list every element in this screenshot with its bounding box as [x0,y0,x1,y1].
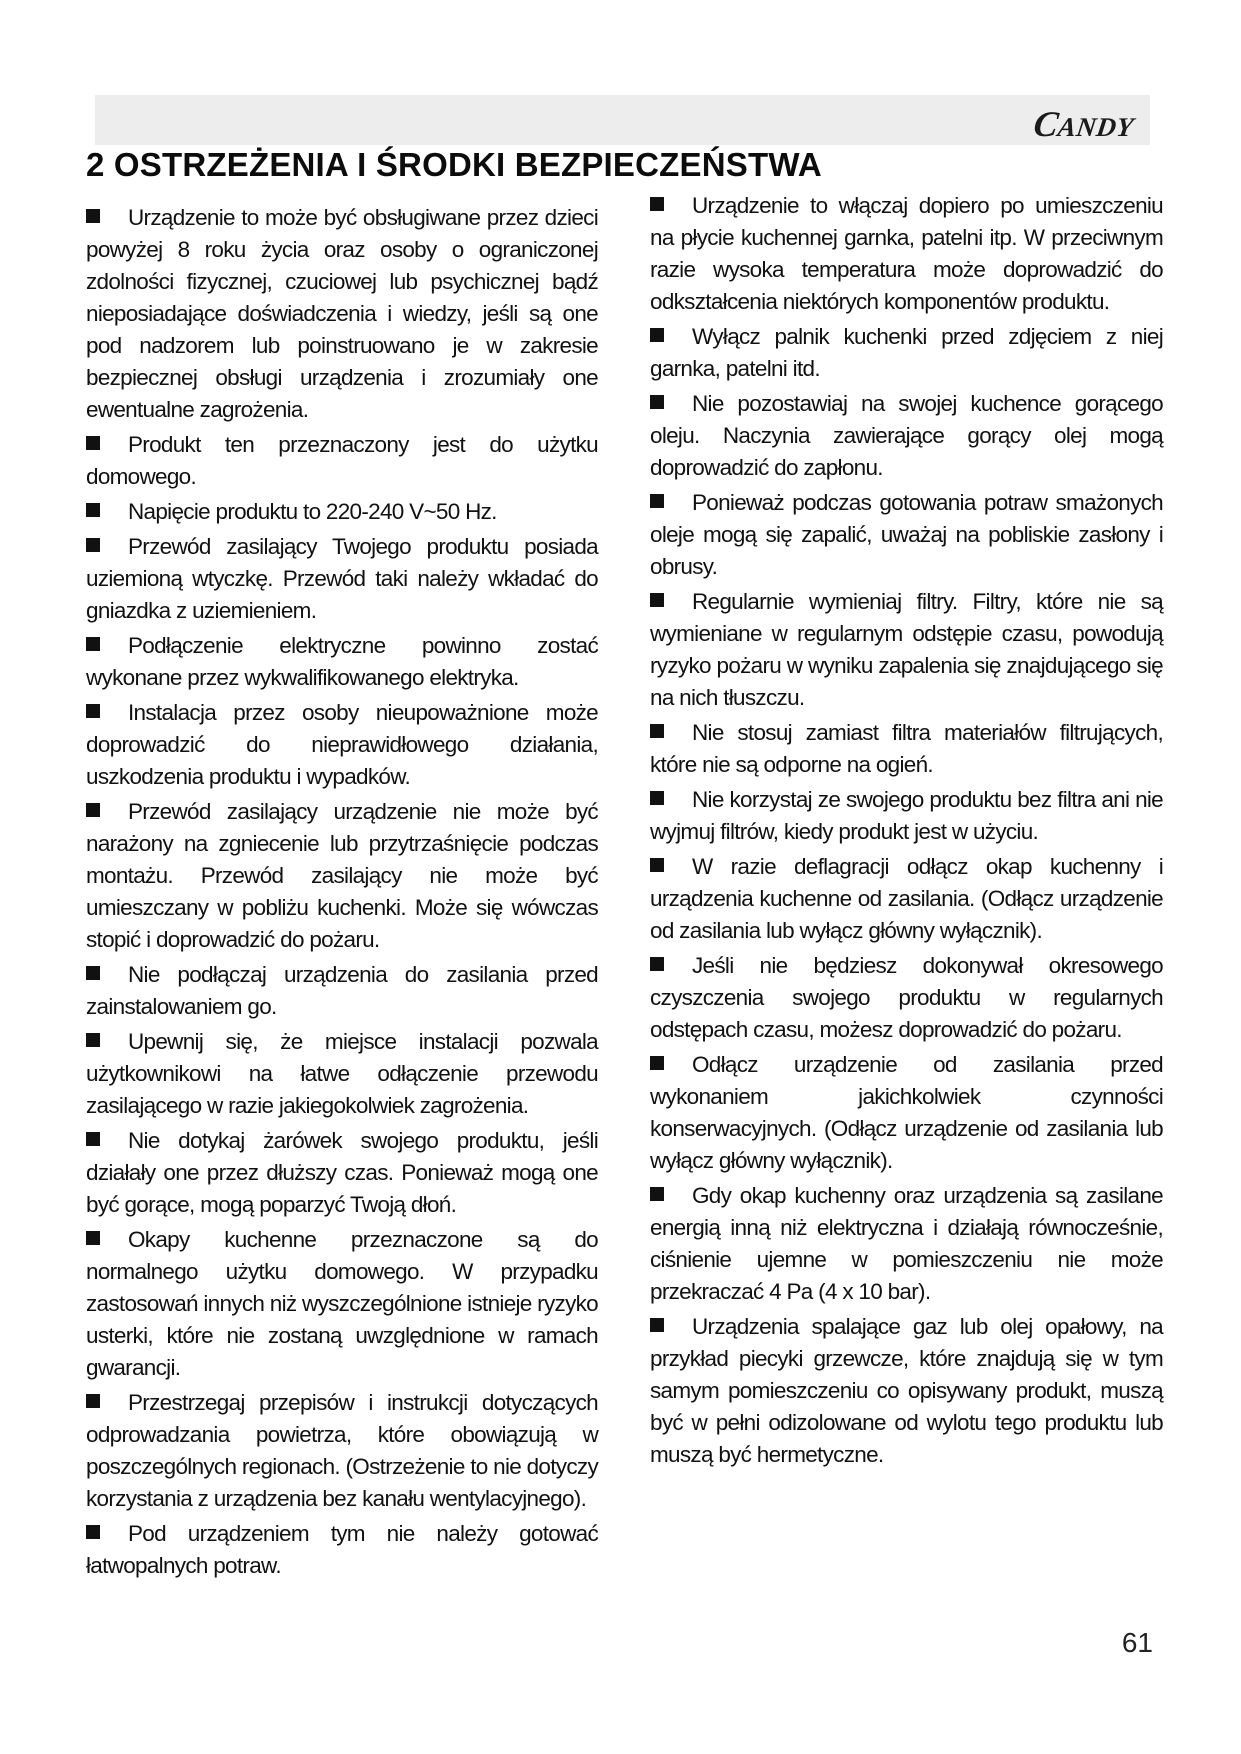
bullet-square-icon [86,1394,100,1408]
warning-item [650,388,1163,484]
bullet-square-icon [86,538,100,552]
warning-text: Odłącz urządzenie od zasilania przed wykonaniem jakichkolwiek czynności konserwacyjnych. (Odłącz urządzenie od zasilania lub wyłącz główny wyłącznik). [650,1052,1163,1173]
candy-logo [1031,103,1137,145]
warning-item [650,784,1163,848]
warning-text: Urządzenia spalające gaz lub olej opałowy, na przykład piecyki grzewcze, które znajdują się w tym samym pomieszczeniu co opisywany produkt, muszą być w pełni odizolowane od wylotu tego produktu lub muszą być hermetyczne. [650,1314,1163,1467]
warning-text: Okapy kuchenne przeznaczone są do normalnego użytku domowego. W przypadku zastosowań innych niż wyszczególnione istnieje ryzyko usterki, które nie zostaną uwzględnione w ramach gwarancji. [86,1227,598,1380]
bullet-square-icon [650,593,664,607]
warning-item [650,487,1163,583]
bullet-square-icon [86,1033,100,1047]
warning-item [86,531,598,627]
page-number: 61 [1121,1627,1153,1658]
warning-text: Nie stosuj zamiast filtra materiałów filtrujących, które nie są odporne na ogień. [650,720,1163,777]
bullet-square-icon [650,328,664,342]
bullet-square-icon [86,1231,100,1245]
warning-text: Regularnie wymieniaj filtry. Filtry, które nie są wymieniane w regularnym odstępie czasu, powodują ryzyko pożaru w wyniku zapalenia się znajdującego się na nich tłuszczu. [650,589,1163,710]
warning-text: Gdy okap kuchenny oraz urządzenia są zasilane energią inną niż elektryczna i działają równocześnie, ciśnienie ujemne w pomieszczeniu nie może przekraczać 4 Pa (4 x 10 bar). [650,1183,1163,1304]
warning-text: Przewód zasilający Twojego produktu posiada uziemioną wtyczkę. Przewód taki należy wkładać do gniazdka z uziemieniem. [86,534,598,623]
warning-text: Urządzenie to włączaj dopiero po umieszczeniu na płycie kuchennej garnka, patelni itp. W przeciwnym razie wysoka temperatura może doprowadzić do odkształcenia niektórych komponentów produktu. [650,193,1163,314]
warning-item [650,321,1163,385]
bullet-square-icon [650,858,664,872]
warning-text: Wyłącz palnik kuchenki przed zdjęciem z niej garnka, patelni itd. [650,324,1163,381]
warning-item [650,586,1163,714]
left-column [86,202,598,1585]
bullet-square-icon [86,1525,100,1539]
warning-item [86,959,598,1023]
bullet-square-icon [650,197,664,211]
warning-text: Produkt ten przeznaczony jest do użytku domowego. [86,432,598,489]
warning-item [650,1180,1163,1308]
warning-text: Przestrzegaj przepisów i instrukcji dotyczących odprowadzania powietrza, które obowiązują w poszczególnych regionach. (Ostrzeżenie to nie dotyczy korzystania z urządzenia bez kanału wentylacyjnego). [86,1390,598,1511]
warning-item [86,630,598,694]
warning-text: Podłączenie elektryczne powinno zostać wykonane przez wykwalifikowanego elektryka. [86,633,598,690]
warning-item [86,1026,598,1122]
bullet-square-icon [650,1056,664,1070]
warning-text: W razie deflagracji odłącz okap kuchenny i urządzenia kuchenne od zasilania. (Odłącz urządzenie od zasilania lub wyłącz główny wyłącznik). [650,854,1163,943]
bullet-square-icon [86,637,100,651]
warning-item [86,1387,598,1515]
bullet-square-icon [86,503,100,517]
bullet-square-icon [650,957,664,971]
warning-item [86,496,598,528]
warning-item [86,429,598,493]
bullet-square-icon [86,966,100,980]
warning-text: Napięcie produktu to 220-240 V~50 Hz. [128,499,497,524]
warning-text: Instalacja przez osoby nieupoważnione może doprowadzić do nieprawidłowego działania, uszkodzenia produktu i wypadków. [86,700,598,789]
bullet-square-icon [86,1132,100,1146]
bullet-square-icon [86,436,100,450]
warning-item [650,190,1163,318]
warning-text: Nie podłączaj urządzenia do zasilania przed zainstalowaniem go. [86,962,598,1019]
warning-text: Przewód zasilający urządzenie nie może być narażony na zgniecenie lub przytrzaśnięcie podczas montażu. Przewód zasilający nie może być umieszczany w pobliżu kuchenki. Może się wówczas stopić i doprowadzić do pożaru. [86,799,598,952]
warning-text: Jeśli nie będziesz dokonywał okresowego czyszczenia swojego produktu w regularnych odstępach czasu, możesz doprowadzić do pożaru. [650,953,1163,1042]
bullet-square-icon [650,791,664,805]
warning-text: Nie korzystaj ze swojego produktu bez filtra ani nie wyjmuj filtrów, kiedy produkt jest w użyciu. [650,787,1163,844]
bullet-square-icon [650,494,664,508]
warning-item [86,796,598,956]
warning-text: Pod urządzeniem tym nie należy gotować łatwopalnych potraw. [86,1521,598,1578]
warning-item [650,851,1163,947]
warning-text: Nie dotykaj żarówek swojego produktu, jeśli działały one przez dłuższy czas. Ponieważ mogą one być gorące, mogą poparzyć Twoją dłoń. [86,1128,598,1217]
logo-rest: ANDY [1055,112,1136,142]
warning-item [86,1224,598,1384]
warning-item [86,697,598,793]
warning-item [86,202,598,426]
warning-text: Urządzenie to może być obsługiwane przez dzieci powyżej 8 roku życia oraz osoby o ograniczonej zdolności fizycznej, czuciowej lub psychicznej bądź nieposiadające doświadczenia i wiedzy, jeśli są one pod nadzorem lub poinstruowano je w zakresie bezpiecznej obsługi urządzenia i zrozumiały one ewentualne zagrożenia. [86,205,598,422]
warning-text: Ponieważ podczas gotowania potraw smażonych oleje mogą się zapalić, uważaj na pobliskie zasłony i obrusy. [650,490,1163,579]
warning-item [86,1518,598,1582]
page-title: 2 OSTRZEŻENIA I ŚRODKI BEZPIECZEŃSTWA [86,146,822,183]
warning-text: Upewnij się, że miejsce instalacji pozwala użytkownikowi na łatwe odłączenie przewodu zasilającego w razie jakiegokolwiek zagrożenia. [86,1029,598,1118]
bullet-square-icon [650,724,664,738]
bullet-square-icon [86,704,100,718]
warning-text: Nie pozostawiaj na swojej kuchence gorącego oleju. Naczynia zawierające gorący olej mogą doprowadzić do zapłonu. [650,391,1163,480]
warning-item [650,1311,1163,1471]
logo-initial: C [1031,104,1062,144]
warning-item [650,950,1163,1046]
bullet-square-icon [650,395,664,409]
bullet-square-icon [86,803,100,817]
bullet-square-icon [86,209,100,223]
bullet-square-icon [650,1187,664,1201]
header-band [95,95,1150,145]
right-column [650,190,1163,1474]
warning-item [650,717,1163,781]
warning-item [650,1049,1163,1177]
warning-item [86,1125,598,1221]
bullet-square-icon [650,1318,664,1332]
